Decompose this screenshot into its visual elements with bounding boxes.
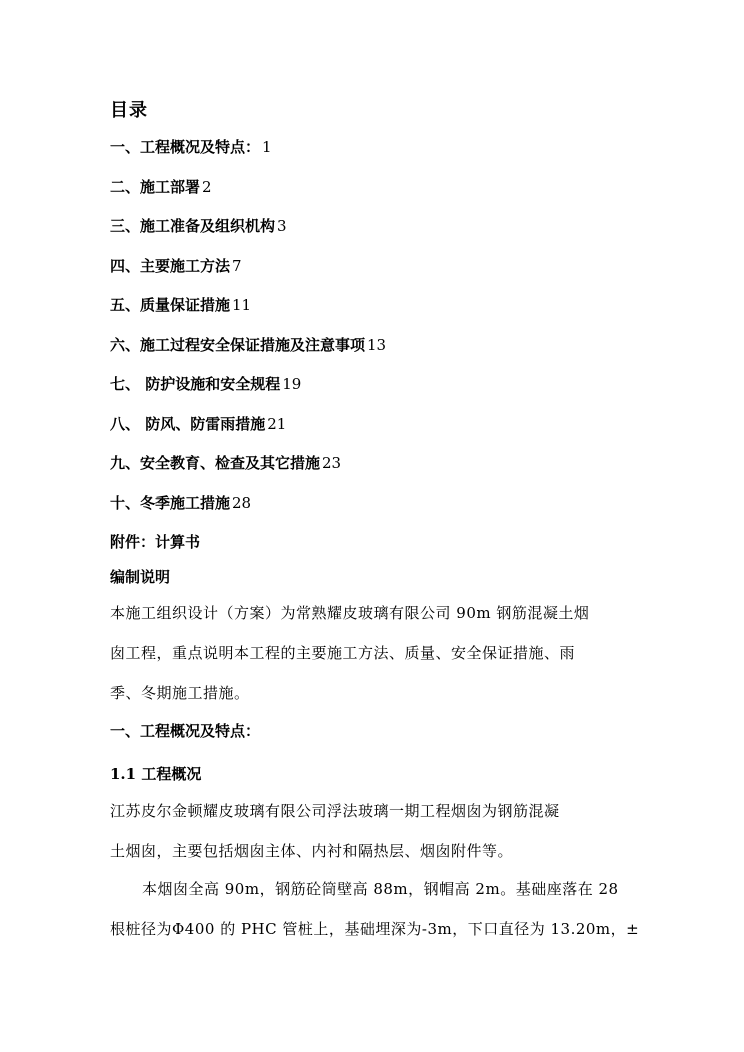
toc-item-page: 13 <box>367 335 387 354</box>
toc-item-page: 7 <box>232 256 242 275</box>
toc-item-label: 九、安全教育、检查及其它措施 <box>110 454 321 472</box>
toc-item-page: 28 <box>232 493 252 512</box>
toc-item-page: 2 <box>202 177 212 196</box>
chimney-spec-paragraph <box>110 869 642 949</box>
toc-item[interactable] <box>110 413 386 453</box>
toc-item-label: 附件：计算书 <box>110 533 201 551</box>
toc-item-page: 1 <box>262 138 272 156</box>
paragraph-line: 季、冬期施工措施。 <box>110 684 250 702</box>
toc-item-label: 八、 防风、防雷雨措施 <box>110 414 266 433</box>
toc-item[interactable] <box>110 492 386 532</box>
toc-item-page: 3 <box>277 217 287 235</box>
toc-item-label: 二、施工部署 <box>110 177 201 196</box>
toc-item[interactable] <box>110 334 386 374</box>
toc-item-label: 三、施工准备及组织机构 <box>110 217 276 235</box>
table-of-contents <box>110 136 386 571</box>
paragraph-line: 囱工程，重点说明本工程的主要施工方法、质量、安全保证措施、雨 <box>110 644 576 662</box>
toc-item-page: 23 <box>322 454 342 472</box>
intro-paragraph <box>110 593 642 713</box>
paragraph-line: 本施工组织设计（方案）为常熟耀皮玻璃有限公司 90m 钢筋混凝土烟 <box>110 604 590 622</box>
toc-item[interactable] <box>110 255 386 295</box>
toc-item[interactable] <box>110 294 386 334</box>
toc-item[interactable] <box>110 176 386 216</box>
toc-item[interactable] <box>110 452 386 492</box>
paragraph-line: 江苏皮尔金顿耀皮玻璃有限公司浮法玻璃一期工程烟囱为钢筋混凝 <box>110 802 560 820</box>
paragraph-line: 本烟囱全高 90m，钢筋砼筒壁高 88m，钢帽高 2m。基础座落在 28 <box>142 880 619 898</box>
intro-heading: 编制说明 <box>110 568 171 586</box>
toc-item[interactable] <box>110 136 386 176</box>
toc-item-label: 七、 防护设施和安全规程 <box>110 375 281 393</box>
toc-item-label: 六、施工过程安全保证措施及注意事项 <box>110 335 366 354</box>
toc-item-label: 四、主要施工方法 <box>110 256 231 275</box>
toc-item[interactable] <box>110 215 386 255</box>
toc-item[interactable] <box>110 373 386 413</box>
sub-section-heading: 1.1 工程概况 <box>110 765 202 783</box>
paragraph-line: 土烟囱，主要包括烟囱主体、内衬和隔热层、烟囱附件等。 <box>110 842 514 860</box>
overview-paragraph <box>110 791 642 871</box>
toc-title: 目录 <box>110 100 148 121</box>
toc-item-label: 一、工程概况及特点： <box>110 138 261 156</box>
toc-item-page: 11 <box>232 296 252 314</box>
toc-item-page: 19 <box>282 375 302 393</box>
toc-item[interactable] <box>110 531 386 571</box>
section-heading: 一、工程概况及特点： <box>110 722 261 740</box>
toc-item-label: 五、质量保证措施 <box>110 296 231 314</box>
toc-item-page: 21 <box>267 414 287 433</box>
toc-item-label: 十、冬季施工措施 <box>110 493 231 512</box>
paragraph-line: 根桩径为Φ400 的 PHC 管桩上，基础埋深为-3m，下口直径为 13.20m，± <box>110 920 640 938</box>
